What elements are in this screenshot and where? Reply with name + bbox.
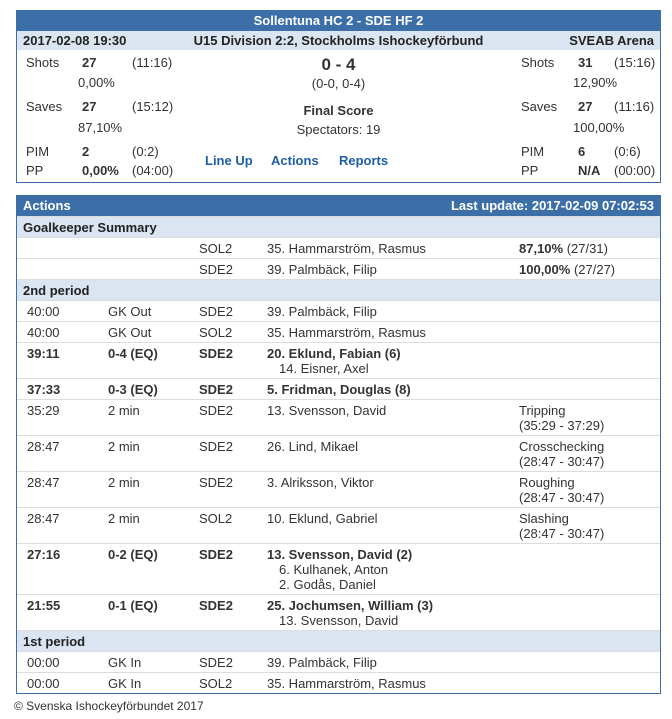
first-period-header: 1st period [17, 630, 660, 652]
home-shots-label: Shots [26, 55, 60, 70]
lineup-link[interactable]: Line Up [205, 153, 253, 168]
penalty-time: (28:47 - 30:47) [519, 454, 605, 469]
penalty-time: (35:29 - 37:29) [519, 418, 605, 433]
away-pp-detail: (00:00) [614, 163, 656, 178]
home-pp-detail: (04:00) [132, 163, 174, 178]
event-team: SDE2 [199, 304, 233, 319]
away-shots-label: Shots [521, 55, 555, 70]
event-row [17, 507, 660, 544]
home-pp-label: PP [26, 163, 44, 178]
away-shots-time: (15:16) [614, 55, 656, 70]
home-saves-pct: 87,10% [78, 120, 123, 135]
event-team: SDE2 [199, 346, 233, 361]
event-type: 2 min [108, 511, 140, 526]
game-stats-area [17, 50, 660, 182]
away-pim-detail: (0:6) [614, 144, 641, 159]
actions-card [16, 195, 661, 694]
event-row [17, 300, 660, 322]
assist-player: 2. Godås, Daniel [279, 577, 376, 592]
actions-title: Actions [23, 198, 71, 213]
event-type: 0-2 (EQ) [108, 547, 158, 562]
away-pim: 6 [578, 144, 586, 159]
away-saves-time: (11:16) [614, 99, 655, 114]
actions-link[interactable]: Actions [271, 153, 319, 168]
event-row [17, 471, 660, 508]
away-saves-pct: 100,00% [573, 120, 625, 135]
game-league: U15 Division 2:2, Stockholms Ishockeyförbund [193, 33, 484, 48]
event-player: 39. Palmbäck, Filip [267, 655, 377, 670]
event-time: 00:00 [27, 676, 60, 691]
assist-player: 14. Eisner, Axel [279, 361, 369, 376]
goal-event-row [17, 594, 660, 631]
penalty-reason: Slashing [519, 511, 569, 526]
spectators: Spectators: 19 [296, 122, 381, 137]
period-scores: (0-0, 0-4) [311, 76, 366, 91]
event-time: 28:47 [27, 439, 60, 454]
gk-save-pct [519, 241, 608, 256]
event-row [17, 435, 660, 472]
event-time: 40:00 [27, 304, 60, 319]
event-type: GK Out [108, 325, 152, 340]
last-update: Last update: 2017-02-09 07:02:53 [450, 198, 654, 213]
home-pp: 0,00% [82, 163, 119, 178]
event-type: 0-3 (EQ) [108, 382, 158, 397]
event-team: SDE2 [199, 655, 233, 670]
gk-detail: (27/31) [563, 241, 608, 256]
event-player: 13. Svensson, David [267, 403, 387, 418]
penalty-time: (28:47 - 30:47) [519, 526, 605, 541]
event-player: 35. Hammarström, Rasmus [267, 325, 426, 340]
home-pim-detail: (0:2) [132, 144, 159, 159]
gk-team: SOL2 [199, 241, 233, 256]
assist-player: 6. Kulhanek, Anton [279, 562, 389, 577]
gk-summary-row [17, 258, 660, 280]
event-time: 37:33 [27, 382, 61, 397]
event-team: SDE2 [199, 403, 233, 418]
home-shots-pct: 0,00% [78, 75, 115, 90]
gk-save-pct [519, 262, 615, 277]
event-time: 21:55 [27, 598, 61, 613]
event-team: SDE2 [199, 382, 233, 397]
event-team: SOL2 [199, 676, 233, 691]
assist-player: 13. Svensson, David [279, 613, 399, 628]
second-period-header: 2nd period [17, 279, 660, 301]
actions-header [17, 196, 660, 216]
game-summary-card [16, 10, 661, 183]
penalty-reason: Tripping [519, 403, 566, 418]
event-row [17, 321, 660, 343]
event-row [17, 672, 660, 694]
away-shots-pct: 12,90% [573, 75, 618, 90]
event-team: SDE2 [199, 439, 233, 454]
event-row [17, 399, 660, 436]
gk-pct: 100,00% [519, 262, 571, 277]
home-saves-time: (15:12) [132, 99, 174, 114]
event-type: GK In [108, 676, 142, 691]
gk-detail: (27/27) [570, 262, 616, 277]
event-player: 35. Hammarström, Rasmus [267, 676, 426, 691]
game-datetime: 2017-02-08 19:30 [23, 33, 127, 48]
event-type: GK Out [108, 304, 152, 319]
penalty-reason: Crosschecking [519, 439, 605, 454]
final-score: 0 - 4 [321, 55, 356, 74]
home-shots-time: (11:16) [132, 55, 173, 70]
event-player: 13. Svensson, David (2) [267, 547, 413, 562]
event-type: 0-1 (EQ) [108, 598, 158, 613]
goal-event-row [17, 378, 660, 400]
event-team: SDE2 [199, 475, 233, 490]
event-player: 10. Eklund, Gabriel [267, 511, 378, 526]
event-player: 26. Lind, Mikael [267, 439, 359, 454]
penalty-time: (28:47 - 30:47) [519, 490, 605, 505]
event-player: 39. Palmbäck, Filip [267, 304, 377, 319]
event-row [17, 651, 660, 673]
event-time: 00:00 [27, 655, 60, 670]
event-player: 20. Eklund, Fabian (6) [267, 346, 401, 361]
event-time: 27:16 [27, 547, 61, 562]
event-team: SDE2 [199, 598, 233, 613]
gk-player: 35. Hammarström, Rasmus [267, 241, 426, 256]
penalty-reason: Roughing [519, 475, 575, 490]
home-saves-label: Saves [26, 99, 63, 114]
event-time: 28:47 [27, 475, 60, 490]
gk-pct: 87,10% [519, 241, 564, 256]
gk-team: SDE2 [199, 262, 233, 277]
event-player: 5. Fridman, Douglas (8) [267, 382, 411, 397]
event-team: SOL2 [199, 325, 233, 340]
away-pim-label: PIM [521, 144, 545, 159]
goalkeeper-summary-header: Goalkeeper Summary [17, 216, 660, 238]
away-saves: 27 [578, 99, 593, 114]
home-shots: 27 [82, 55, 97, 70]
away-pp-label: PP [521, 163, 539, 178]
event-time: 40:00 [27, 325, 60, 340]
gk-summary-row [17, 237, 660, 259]
away-shots: 31 [578, 55, 593, 70]
home-saves: 27 [82, 99, 97, 114]
reports-link[interactable]: Reports [339, 153, 389, 168]
actions-table [17, 216, 660, 693]
game-info-bar [17, 31, 660, 50]
home-pim: 2 [82, 144, 90, 159]
gk-player: 39. Palmbäck, Filip [267, 262, 377, 277]
event-type: 2 min [108, 475, 140, 490]
event-type: 2 min [108, 439, 140, 454]
event-type: GK In [108, 655, 142, 670]
event-type: 2 min [108, 403, 140, 418]
event-team: SOL2 [199, 511, 233, 526]
event-time: 39:11 [27, 346, 60, 361]
game-title: Sollentuna HC 2 - SDE HF 2 [17, 11, 660, 31]
event-player: 25. Jochumsen, William (3) [267, 598, 434, 613]
event-type: 0-4 (EQ) [108, 346, 158, 361]
home-pim-label: PIM [26, 144, 50, 159]
event-player: 3. Alriksson, Viktor [267, 475, 374, 490]
goal-event-row [17, 543, 660, 595]
away-pp: N/A [578, 163, 601, 178]
event-time: 35:29 [27, 403, 60, 418]
event-time: 28:47 [27, 511, 60, 526]
footer-copyright: © Svenska Ishockeyförbundet 2017 [14, 699, 204, 713]
goal-event-row [17, 342, 660, 379]
game-arena: SVEAB Arena [569, 33, 654, 48]
event-team: SDE2 [199, 547, 233, 562]
away-saves-label: Saves [521, 99, 558, 114]
game-status: Final Score [303, 103, 374, 118]
